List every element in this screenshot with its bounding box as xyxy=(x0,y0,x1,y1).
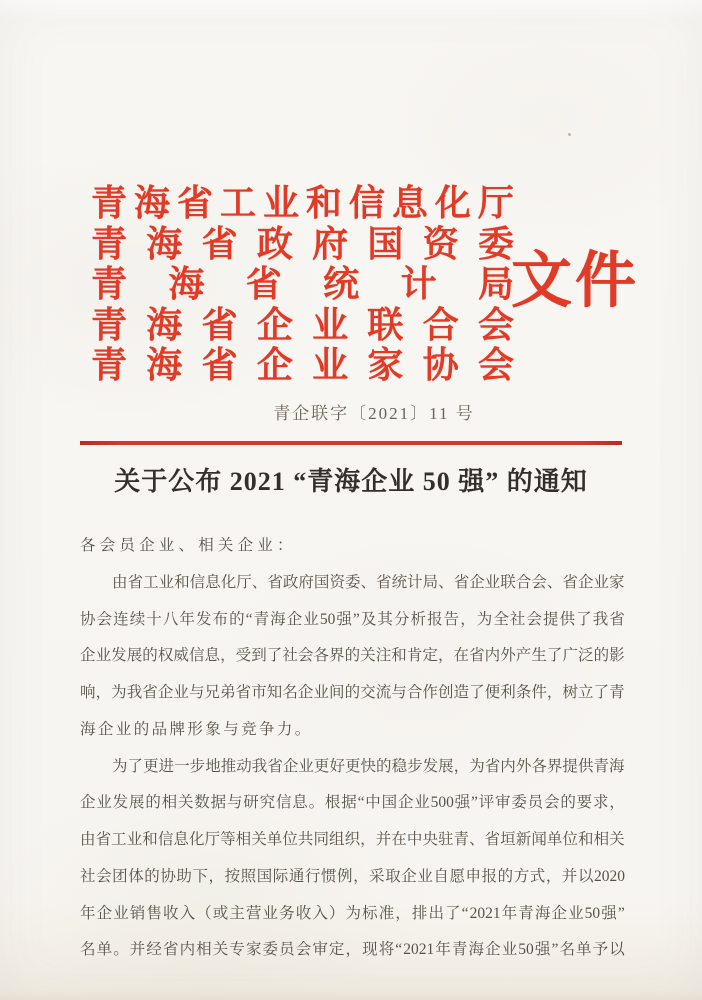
scan-speck xyxy=(568,133,571,136)
issuing-org-line: 青 海 省 企 业 家 协 会 xyxy=(91,345,514,386)
body-line: 年 企 业 销 售 收 入 （ 或 主 营 业 务 收 入 ） 为 标 准 ， 排 出 了 “ 2021 年 青 海 企 业 50 强 ” xyxy=(80,904,625,922)
body-line-salutation: 各会员企业、相关企业： xyxy=(80,537,297,554)
body-line: 社 会 团 体 的 协 助 下 ， 按 照 国 际 通 行 惯 例 ， 采 取 企 业 自 愿 申 报 的 方 式 ， 并 以 2020 xyxy=(80,867,625,885)
body-line: 海企业的品牌形象与竞争力。 xyxy=(80,720,313,738)
letterhead-issuing-orgs xyxy=(91,183,514,386)
body-line: 企 业 发 展 的 相 关 数 据 与 研 究 信 息 。 根 据 “ 中 国 企 业 500 强 ” 评 审 委 员 会 的 要 求 ， xyxy=(80,794,625,812)
notice-title: 关于公布 2021 “青海企业 50 强” 的通知 xyxy=(114,467,588,496)
body-line: 企 业 发 展 的 权 威 信 息 ， 受 到 了 社 会 各 界 的 关 注 和 肯 定 ， 在 省 内 外 产 生 了 广 泛 的 影 xyxy=(80,647,625,665)
body-line: 响 ， 为 我 省 企 业 与 兄 弟 省 市 知 名 企 业 间 的 交 流 与 合 作 创 造 了 便 利 条 件 ， 树 立 了 青 xyxy=(80,684,625,701)
body-line: 为 了 更 进 一 步 地 推 动 我 省 企 业 更 好 更 快 的 稳 步 发 展 ， 为 省 内 外 各 界 提 供 青 海 xyxy=(112,757,625,775)
body-line: 由 省 工 业 和 信 息 化 厅 等 相 关 单 位 共 同 组 织 ， 并 在 中 央 驻 青 、 省 垣 新 闻 单 位 和 相 关 xyxy=(80,831,625,848)
issuing-org-line: 青 海 省 工 业 和 信 息 化 厅 xyxy=(91,183,514,223)
reference-number: 青企联字〔2021〕11 号 xyxy=(273,404,475,423)
body-line: 名 单 。 并 经 省 内 相 关 专 家 委 员 会 审 定 ， 现 将 “ 2021 年 青 海 企 业 50 强 ” 名 单 予 以 xyxy=(80,941,625,959)
body-line: 协 会 连 续 十 八 年 发 布 的 “ 青 海 企 业 50 强 ” 及 其 分 析 报 告 ， 为 全 社 会 提 供 了 我 省 xyxy=(80,610,625,628)
body-line: 由 省 工 业 和 信 息 化 厅 、 省 政 府 国 资 委 、 省 统 计 局 、 省 企 业 联 合 会 、 省 企 业 家 xyxy=(112,573,625,591)
notice-body xyxy=(80,528,625,969)
issuing-org-line: 青 海 省 统 计 局 xyxy=(91,264,514,305)
issuing-org-line: 青 海 省 企 业 联 合 会 xyxy=(91,304,514,345)
red-divider-rule xyxy=(80,441,622,445)
doc-type-label-wenjian: 文件 xyxy=(511,248,640,315)
issuing-org-line: 青 海 省 政 府 国 资 委 xyxy=(91,223,514,264)
